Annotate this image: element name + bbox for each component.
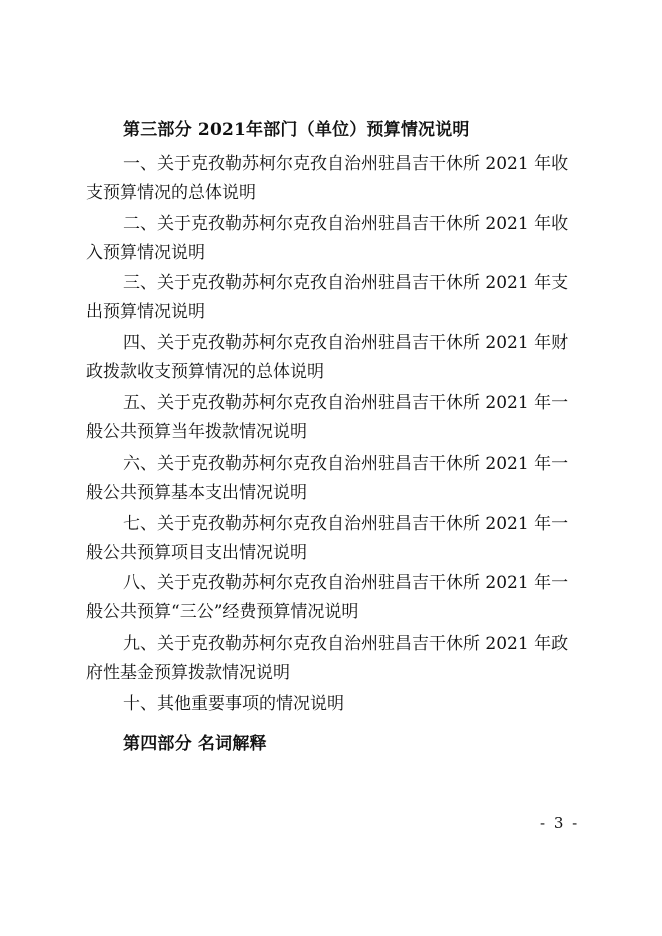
toc-item-line: 七、关于克孜勒苏柯尔克孜自治州驻昌吉干休所 2021 年一 bbox=[123, 514, 569, 534]
toc-item-line: 六、关于克孜勒苏柯尔克孜自治州驻昌吉干休所 2021 年一 bbox=[123, 454, 569, 474]
toc-item-line: 二、关于克孜勒苏柯尔克孜自治州驻昌吉干休所 2021 年收 bbox=[123, 214, 569, 234]
toc-item-3 bbox=[86, 269, 584, 327]
toc-item-line: 四、关于克孜勒苏柯尔克孜自治州驻昌吉干休所 2021 年财 bbox=[123, 333, 569, 353]
section-3-heading: 第三部分 2021年部门（单位）预算情况说明 bbox=[123, 120, 470, 140]
toc-item-7 bbox=[86, 510, 584, 568]
toc-item-line: 八、关于克孜勒苏柯尔克孜自治州驻昌吉干休所 2021 年一 bbox=[123, 573, 569, 593]
toc-item-line: 一、关于克孜勒苏柯尔克孜自治州驻昌吉干休所 2021 年收 bbox=[123, 154, 569, 174]
toc-item-line: 九、关于克孜勒苏柯尔克孜自治州驻昌吉干休所 2021 年政 bbox=[123, 634, 569, 654]
toc-item-line: 出预算情况说明 bbox=[86, 302, 205, 322]
toc-item-6 bbox=[86, 450, 584, 508]
toc-item-line: 般公共预算“三公”经费预算情况说明 bbox=[86, 602, 359, 622]
toc-item-2 bbox=[86, 210, 584, 268]
toc-item-line: 般公共预算当年拨款情况说明 bbox=[86, 422, 307, 442]
toc-item-line: 政拨款收支预算情况的总体说明 bbox=[86, 362, 324, 382]
toc-item-line: 支预算情况的总体说明 bbox=[86, 183, 256, 203]
toc-item-4 bbox=[86, 329, 584, 387]
toc-item-line: 五、关于克孜勒苏柯尔克孜自治州驻昌吉干休所 2021 年一 bbox=[123, 393, 569, 413]
toc-item-9 bbox=[86, 630, 584, 688]
toc-item-line: 十、其他重要事项的情况说明 bbox=[123, 694, 344, 714]
toc-item-8 bbox=[86, 569, 584, 627]
toc-item-line: 府性基金预算拨款情况说明 bbox=[86, 663, 290, 683]
page-number: - 3 - bbox=[540, 814, 580, 832]
toc-item-5 bbox=[86, 389, 584, 447]
toc-item-line: 般公共预算项目支出情况说明 bbox=[86, 543, 307, 563]
toc-item-10 bbox=[86, 690, 584, 719]
section-4-heading: 第四部分 名词解释 bbox=[123, 734, 267, 754]
toc-item-1 bbox=[86, 150, 584, 208]
toc-item-line: 三、关于克孜勒苏柯尔克孜自治州驻昌吉干休所 2021 年支 bbox=[123, 273, 569, 293]
toc-item-line: 般公共预算基本支出情况说明 bbox=[86, 483, 307, 503]
toc-item-line: 入预算情况说明 bbox=[86, 243, 205, 263]
